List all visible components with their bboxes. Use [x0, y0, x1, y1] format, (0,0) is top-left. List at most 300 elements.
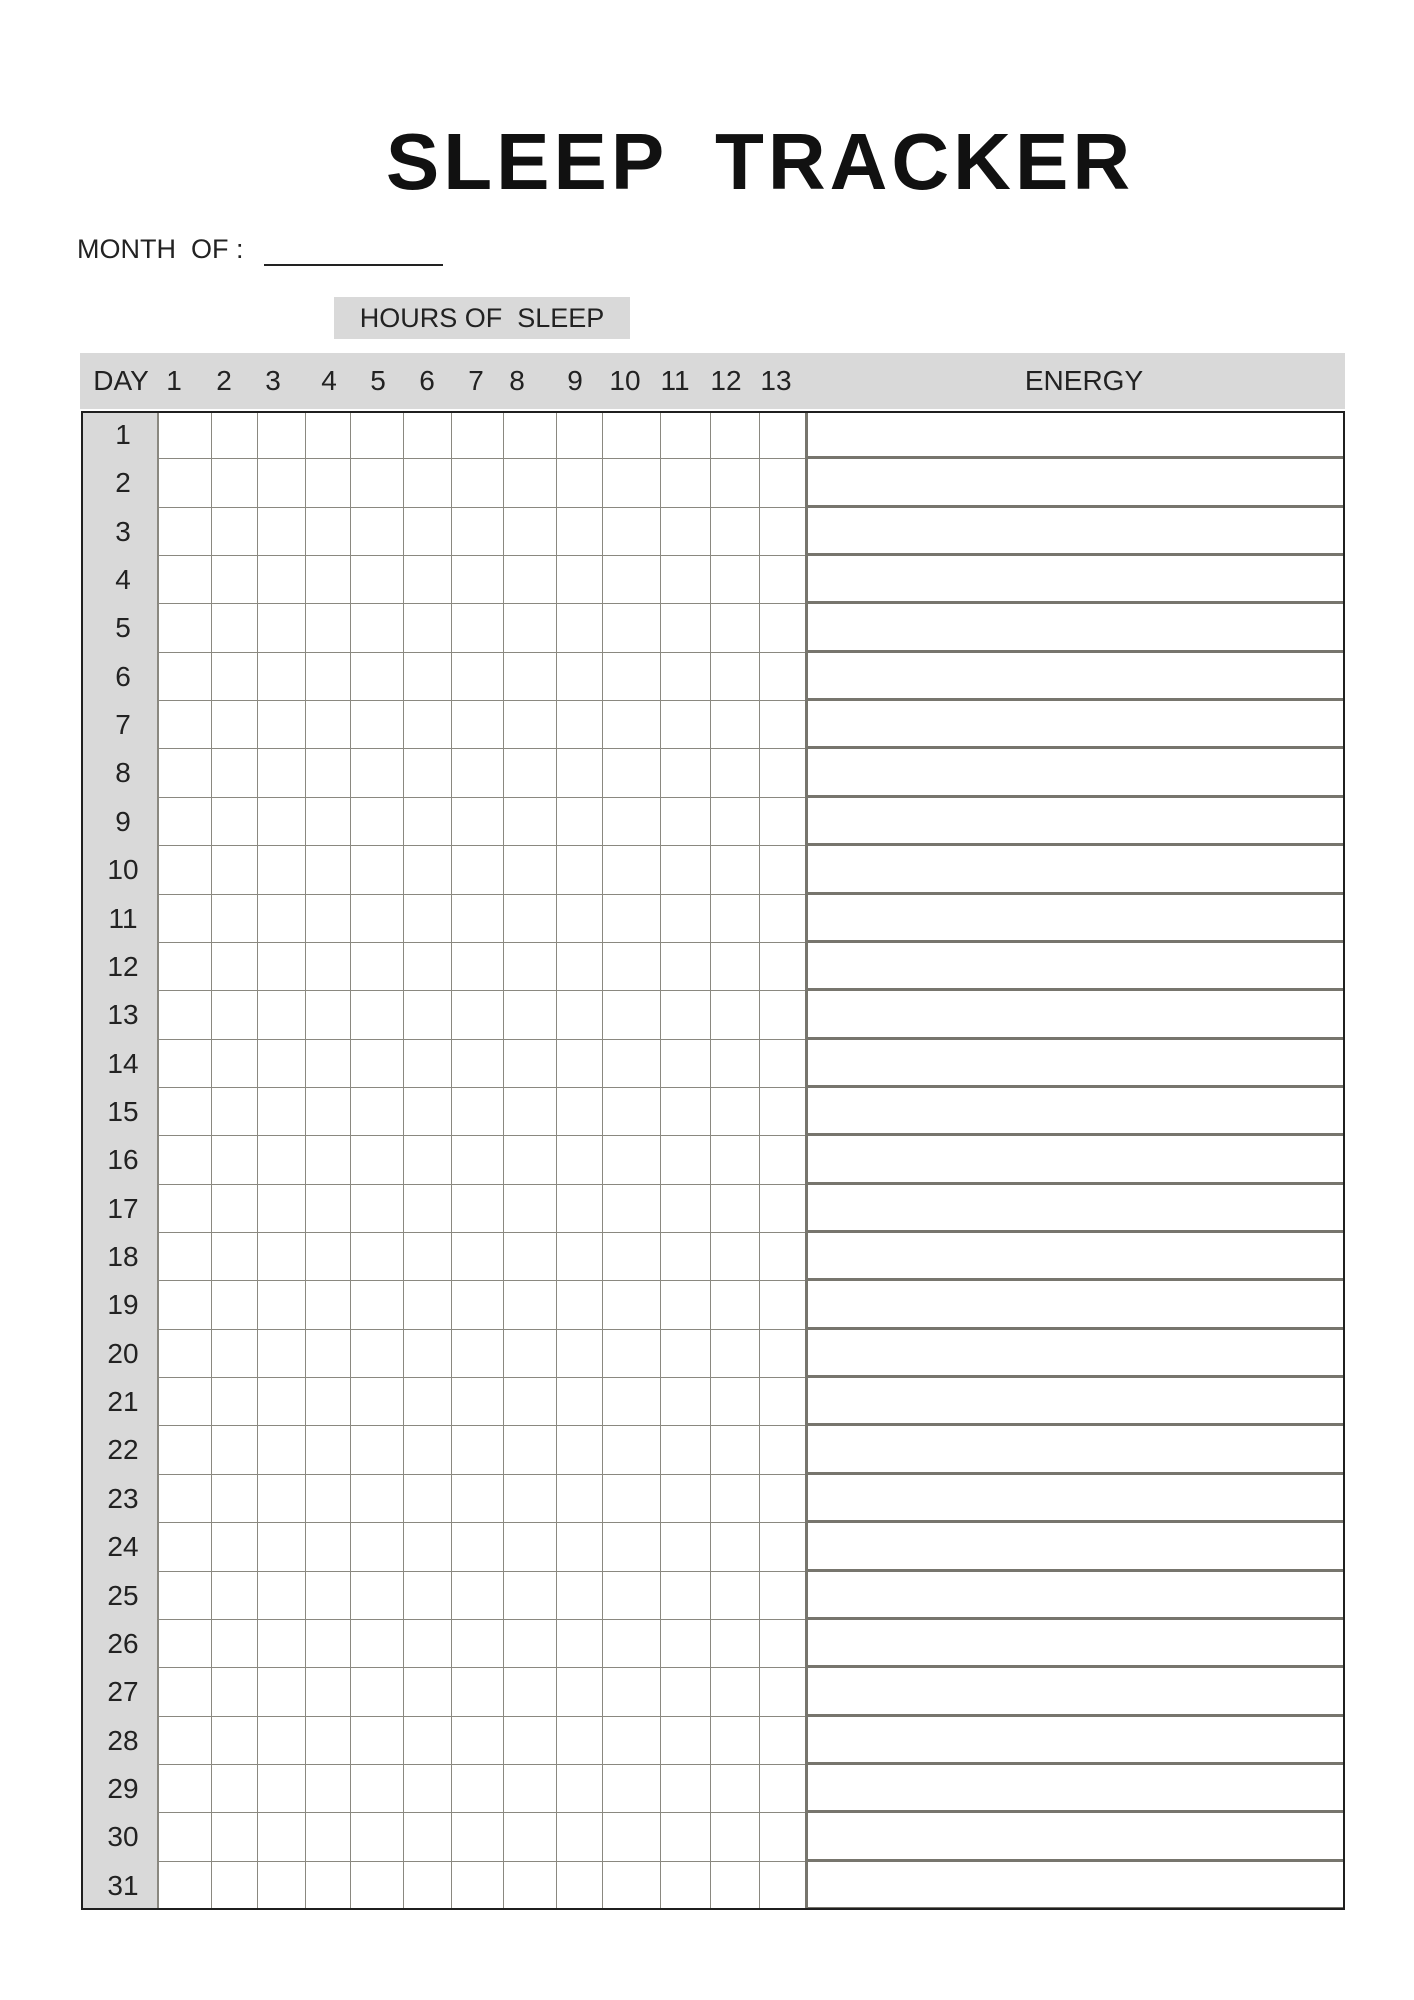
table-row [81, 895, 1345, 943]
hour-cell [661, 556, 711, 604]
hour-cell [711, 1040, 760, 1088]
hour-cell [603, 943, 661, 991]
day-number: 20 [107, 1337, 139, 1369]
hour-cell [158, 604, 212, 652]
hour-cell [557, 1523, 603, 1571]
hour-cell [258, 1426, 306, 1474]
hour-cell [452, 1233, 504, 1281]
hour-cell [661, 1088, 711, 1136]
hour-cell [711, 846, 760, 894]
hour-cell [711, 1330, 760, 1378]
day-number: 13 [107, 999, 139, 1031]
hour-cell [404, 1378, 452, 1426]
hour-cell [504, 1378, 557, 1426]
hour-cell [351, 556, 404, 604]
hour-cell [212, 846, 258, 894]
hour-cell [212, 1136, 258, 1184]
hour-cell [504, 1136, 557, 1184]
day-number: 1 [115, 419, 131, 450]
hour-cell [404, 1088, 452, 1136]
table-row [81, 749, 1345, 797]
hour-cell [351, 943, 404, 991]
hour-cell [603, 1378, 661, 1426]
hour-cell [351, 1088, 404, 1136]
energy-line [807, 1040, 1345, 1088]
hour-cell [306, 1765, 351, 1813]
hour-cell [504, 653, 557, 701]
hour-cell [351, 1862, 404, 1910]
hour-cell [158, 1620, 212, 1668]
hour-cell [452, 1426, 504, 1474]
day-number: 28 [107, 1724, 139, 1756]
hour-cell [452, 1523, 504, 1571]
table-row [81, 556, 1345, 604]
hour-cell [452, 604, 504, 652]
hour-cell [452, 846, 504, 894]
hour-cell [760, 1426, 807, 1474]
hour-cell [603, 1330, 661, 1378]
hour-cell [351, 846, 404, 894]
day-number: 12 [107, 950, 139, 982]
day-number: 30 [107, 1821, 139, 1853]
hour-cell [306, 459, 351, 507]
hour-cell [557, 1378, 603, 1426]
hour-cell [158, 1136, 212, 1184]
energy-line [807, 701, 1345, 749]
hour-cell [158, 1523, 212, 1571]
hour-cell [603, 411, 661, 459]
table-row [81, 1088, 1345, 1136]
table-row [81, 943, 1345, 991]
table-row [81, 1233, 1345, 1281]
hour-cell [212, 556, 258, 604]
hour-cell [504, 1185, 557, 1233]
hour-cell [557, 1088, 603, 1136]
hour-cell [452, 1040, 504, 1088]
hour-cell [504, 1813, 557, 1861]
hour-cell [212, 1330, 258, 1378]
hour-cell [603, 1717, 661, 1765]
table-row [81, 846, 1345, 894]
hour-cell [504, 508, 557, 556]
hour-cell [351, 1717, 404, 1765]
hour-cell [504, 749, 557, 797]
hour-cell [557, 1185, 603, 1233]
hour-cell [504, 604, 557, 652]
hour-cell [452, 1813, 504, 1861]
hour-cell [258, 1040, 306, 1088]
hour-cell [603, 798, 661, 846]
day-number: 4 [115, 564, 131, 596]
hour-cell [760, 1813, 807, 1861]
energy-line [807, 1475, 1345, 1523]
hour-cell [404, 1523, 452, 1571]
day-column-divider [157, 411, 159, 1910]
table-row [81, 1717, 1345, 1765]
hour-cell [404, 653, 452, 701]
hour-cell [711, 1668, 760, 1716]
hour-cell [158, 749, 212, 797]
day-number: 17 [107, 1192, 139, 1224]
day-number: 21 [107, 1386, 139, 1418]
hour-cell [603, 1475, 661, 1523]
hour-cell [603, 1523, 661, 1571]
hour-cell [557, 749, 603, 797]
hour-cell [158, 1717, 212, 1765]
hour-column-header: 12 [710, 365, 742, 396]
hour-cell [158, 943, 212, 991]
hour-cell [306, 1281, 351, 1329]
hour-cell [603, 1765, 661, 1813]
hour-cell [158, 1475, 212, 1523]
hour-cell [452, 1765, 504, 1813]
hour-cell [557, 701, 603, 749]
hour-cell [212, 1233, 258, 1281]
hour-cell [504, 1426, 557, 1474]
day-number: 2 [115, 467, 131, 499]
hour-cell [258, 701, 306, 749]
hour-cell [452, 991, 504, 1039]
hour-column-header: 13 [760, 365, 792, 396]
hour-cell [504, 1523, 557, 1571]
hour-cell [158, 1378, 212, 1426]
hour-cell [212, 508, 258, 556]
energy-line [807, 459, 1345, 507]
table-row [81, 653, 1345, 701]
hour-cell [306, 1813, 351, 1861]
hour-cell [452, 1475, 504, 1523]
hour-cell [452, 556, 504, 604]
hour-cell [504, 1717, 557, 1765]
hour-cell [557, 1281, 603, 1329]
hour-cell [351, 1185, 404, 1233]
hour-cell [306, 749, 351, 797]
hour-cell [158, 1330, 212, 1378]
day-number: 6 [115, 660, 131, 692]
hour-cell [504, 895, 557, 943]
hour-cell [760, 1523, 807, 1571]
hour-cell [557, 411, 603, 459]
hour-cell [661, 653, 711, 701]
hour-cell [711, 701, 760, 749]
hour-cell [404, 1572, 452, 1620]
hour-cell [760, 1572, 807, 1620]
hour-cell [306, 895, 351, 943]
hour-cell [258, 846, 306, 894]
hour-cell [452, 1330, 504, 1378]
hour-cell [452, 1862, 504, 1910]
table-row [81, 1330, 1345, 1378]
hour-cell [258, 895, 306, 943]
energy-line [807, 1378, 1345, 1426]
hour-cell [258, 1475, 306, 1523]
hour-cell [603, 749, 661, 797]
hour-cell [452, 1572, 504, 1620]
hour-cell [557, 1426, 603, 1474]
month-label: MONTH OF : [77, 234, 244, 264]
hour-cell [452, 508, 504, 556]
hour-cell [158, 1426, 212, 1474]
energy-line [807, 749, 1345, 797]
hour-cell [557, 1330, 603, 1378]
hour-cell [404, 895, 452, 943]
hour-cell [351, 701, 404, 749]
hour-cell [212, 1765, 258, 1813]
hour-cell [158, 1668, 212, 1716]
hour-cell [557, 508, 603, 556]
hour-cell [351, 508, 404, 556]
hour-cell [404, 1668, 452, 1716]
hour-cell [404, 1620, 452, 1668]
table-row [81, 1620, 1345, 1668]
hour-cell [351, 459, 404, 507]
hour-cell [212, 798, 258, 846]
hour-cell [661, 1378, 711, 1426]
hour-cell [258, 556, 306, 604]
energy-line [807, 1088, 1345, 1136]
energy-line [807, 1426, 1345, 1474]
hour-cell [212, 943, 258, 991]
table-row [81, 1136, 1345, 1184]
table-row [81, 1426, 1345, 1474]
hour-cell [212, 1862, 258, 1910]
hour-cell [306, 604, 351, 652]
day-number: 3 [115, 515, 131, 547]
hour-cell [306, 411, 351, 459]
hour-cell [711, 1523, 760, 1571]
hour-cell [452, 943, 504, 991]
hour-cell [351, 1813, 404, 1861]
hour-cell [711, 1378, 760, 1426]
hour-cell [760, 1281, 807, 1329]
hour-cell [258, 1378, 306, 1426]
hour-cell [404, 1717, 452, 1765]
hour-cell [404, 1765, 452, 1813]
hour-cell [212, 1185, 258, 1233]
hour-cell [306, 1475, 351, 1523]
hour-cell [661, 1185, 711, 1233]
hour-cell [711, 508, 760, 556]
hour-cell [711, 459, 760, 507]
hour-cell [404, 508, 452, 556]
hour-cell [760, 1620, 807, 1668]
hour-cell [661, 1668, 711, 1716]
hour-cell [760, 411, 807, 459]
energy-line [807, 411, 1345, 459]
hour-cell [557, 1475, 603, 1523]
hour-cell [603, 1668, 661, 1716]
energy-line [807, 798, 1345, 846]
hour-cell [557, 1862, 603, 1910]
hour-cell [258, 1185, 306, 1233]
hour-cell [351, 604, 404, 652]
hour-cell [306, 991, 351, 1039]
hour-cell [603, 604, 661, 652]
hour-cell [661, 991, 711, 1039]
hour-cell [603, 895, 661, 943]
hour-cell [760, 749, 807, 797]
hour-cell [661, 1813, 711, 1861]
hour-cell [557, 1813, 603, 1861]
table-row [81, 1572, 1345, 1620]
hour-cell [452, 1717, 504, 1765]
hour-cell [661, 604, 711, 652]
energy-line [807, 1136, 1345, 1184]
table-row [81, 1378, 1345, 1426]
hour-cell [603, 1426, 661, 1474]
hour-cell [258, 604, 306, 652]
hour-cell [351, 1040, 404, 1088]
hour-cell [404, 1475, 452, 1523]
table-row [81, 411, 1345, 459]
hour-cell [603, 1572, 661, 1620]
hour-cell [711, 1185, 760, 1233]
hour-column-header: 10 [609, 365, 641, 396]
hour-cell [212, 1717, 258, 1765]
hour-cell [760, 508, 807, 556]
hour-cell [212, 411, 258, 459]
hour-cell [504, 846, 557, 894]
hour-cell [760, 1088, 807, 1136]
hour-cell [603, 556, 661, 604]
hour-cell [212, 1040, 258, 1088]
hour-cell [212, 1426, 258, 1474]
hour-cell [258, 1088, 306, 1136]
day-number: 5 [115, 612, 131, 644]
energy-line [807, 1765, 1345, 1813]
hour-cell [351, 1281, 404, 1329]
hour-cell [557, 1765, 603, 1813]
table-row [81, 701, 1345, 749]
hour-cell [557, 1233, 603, 1281]
hour-cell [557, 798, 603, 846]
hour-cell [212, 749, 258, 797]
hour-cell [661, 1862, 711, 1910]
hour-cell [158, 1813, 212, 1861]
hour-cell [258, 653, 306, 701]
hour-cell [603, 1620, 661, 1668]
table-row [81, 1185, 1345, 1233]
energy-line [807, 1523, 1345, 1571]
hour-cell [158, 701, 212, 749]
hour-column-header: 7 [468, 365, 484, 396]
table-row [81, 1281, 1345, 1329]
hour-cell [603, 1281, 661, 1329]
hour-cell [504, 411, 557, 459]
hour-cell [351, 1572, 404, 1620]
hour-cell [452, 1088, 504, 1136]
hour-cell [258, 459, 306, 507]
hour-cell [760, 1475, 807, 1523]
table-row [81, 508, 1345, 556]
hour-cell [404, 411, 452, 459]
hour-cell [760, 1136, 807, 1184]
hour-cell [711, 1813, 760, 1861]
hour-cell [711, 556, 760, 604]
hour-cell [306, 846, 351, 894]
hour-cell [158, 1185, 212, 1233]
hour-cell [504, 701, 557, 749]
day-number: 31 [107, 1869, 139, 1901]
hour-cell [158, 846, 212, 894]
table-row [81, 1813, 1345, 1861]
hour-column-header: 1 [166, 365, 182, 396]
hour-cell [351, 1475, 404, 1523]
hour-cell [452, 411, 504, 459]
hour-cell [504, 1088, 557, 1136]
hour-cell [306, 1620, 351, 1668]
hour-cell [452, 701, 504, 749]
hour-cell [258, 991, 306, 1039]
hour-cell [158, 1572, 212, 1620]
table-row [81, 1040, 1345, 1088]
hour-cell [760, 604, 807, 652]
hour-cell [258, 1523, 306, 1571]
day-number: 15 [107, 1095, 139, 1127]
hour-cell [711, 653, 760, 701]
hour-cell [351, 1330, 404, 1378]
hour-cell [158, 1088, 212, 1136]
hour-cell [711, 1233, 760, 1281]
hour-cell [452, 459, 504, 507]
hour-cell [158, 1862, 212, 1910]
day-number: 22 [107, 1434, 139, 1466]
hour-cell [158, 556, 212, 604]
hour-cell [760, 701, 807, 749]
hour-cell [258, 508, 306, 556]
hour-cell [351, 1765, 404, 1813]
hour-cell [404, 846, 452, 894]
day-number: 11 [108, 902, 138, 934]
hour-cell [158, 1233, 212, 1281]
hour-cell [306, 1136, 351, 1184]
hour-cell [404, 556, 452, 604]
hour-cell [603, 1813, 661, 1861]
hour-cell [504, 1765, 557, 1813]
table-row [81, 798, 1345, 846]
hour-cell [711, 1088, 760, 1136]
hour-cell [711, 1765, 760, 1813]
hour-cell [504, 556, 557, 604]
hour-cell [661, 459, 711, 507]
energy-line [807, 1813, 1345, 1861]
hour-cell [557, 1717, 603, 1765]
hour-cell [158, 653, 212, 701]
hour-cell [258, 1233, 306, 1281]
hour-column-header: 6 [419, 365, 435, 396]
hour-cell [661, 1475, 711, 1523]
hour-column-header: 11 [660, 365, 690, 396]
hour-cell [557, 604, 603, 652]
hour-cell [661, 1620, 711, 1668]
hour-cell [351, 1233, 404, 1281]
hour-cell [212, 653, 258, 701]
hour-cell [258, 1717, 306, 1765]
energy-line [807, 895, 1345, 943]
hour-cell [661, 1765, 711, 1813]
hour-cell [760, 1330, 807, 1378]
hour-cell [711, 1717, 760, 1765]
hour-cell [661, 701, 711, 749]
hour-cell [661, 1233, 711, 1281]
hour-cell [711, 1426, 760, 1474]
hour-cell [711, 604, 760, 652]
hour-cell [351, 653, 404, 701]
hour-cell [351, 1426, 404, 1474]
table-row [81, 1765, 1345, 1813]
hour-cell [760, 1233, 807, 1281]
hour-cell [504, 1040, 557, 1088]
